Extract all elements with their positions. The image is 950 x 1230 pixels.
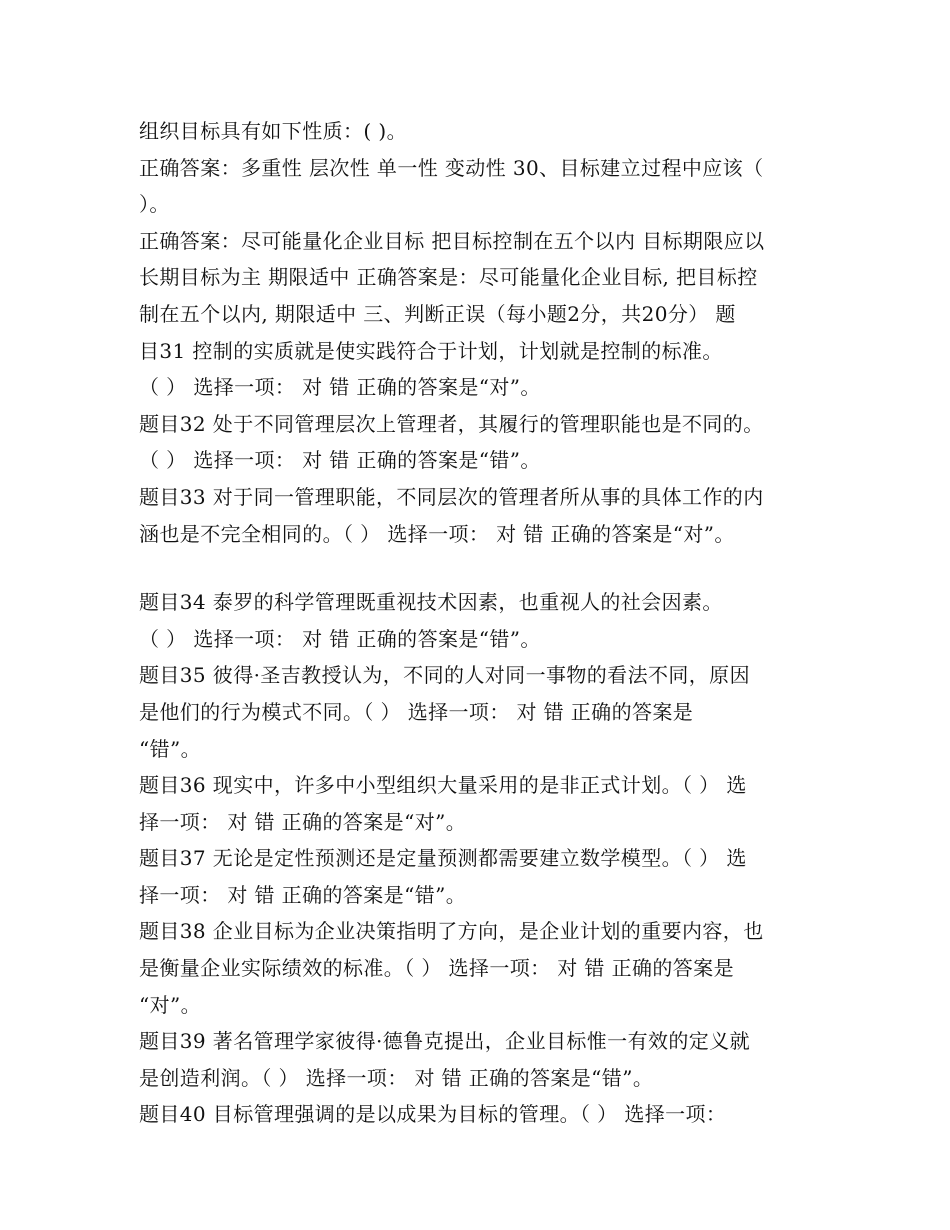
text-line: 涵也是不完全相同的。（ ） 选择一项： 对 错 正确的答案是“对”。 — [139, 521, 735, 546]
text-line: 题目32 处于不同管理层次上管理者，其履行的管理职能也是不同的。 — [139, 411, 764, 436]
text-line: 组织目标具有如下性质：( )。 — [139, 119, 407, 143]
text-line: 题目35 彼得·圣吉教授认为，不同的人对同一事物的看法不同，原因 — [139, 663, 750, 688]
text-line: （ ） 选择一项： 对 错 正确的答案是“错”。 — [139, 448, 541, 473]
text-line: 是衡量企业实际绩效的标准。（ ） 选择一项： 对 错 正确的答案是 — [139, 956, 734, 981]
text-line: 是创造利润。（ ） 选择一项： 对 错 正确的答案是“错”。 — [139, 1065, 654, 1090]
text-line: 题目39 著名管理学家彼得·德鲁克提出，企业目标惟一有效的定义就 — [139, 1029, 750, 1054]
text-line: 题目34 泰罗的科学管理既重视技术因素，也重视人的社会因素。 — [139, 590, 723, 615]
text-line: “对”。 — [139, 992, 202, 1017]
text-line: 题目38 企业目标为企业决策指明了方向，是企业计划的重要内容，也 — [139, 919, 764, 944]
text-line: 题目40 目标管理强调的是以成果为目标的管理。（ ） 选择一项： — [139, 1102, 727, 1127]
text-line: 题目37 无论是定性预测还是定量预测都需要建立数学模型。（ ） 选 — [139, 846, 747, 871]
text-line: 制在五个以内, 期限适中 三、判断正误（每小题2分，共20分） 题 — [139, 301, 736, 326]
text-line: 目31 控制的实质就是使实践符合于计划，计划就是控制的标准。 — [139, 338, 723, 363]
text-line: （ ） 选择一项： 对 错 正确的答案是“错”。 — [139, 626, 541, 651]
text-line: “错”。 — [139, 736, 202, 761]
text-line: 择一项： 对 错 正确的答案是“对”。 — [139, 809, 467, 834]
text-line: 择一项： 对 错 正确的答案是“错”。 — [139, 882, 467, 907]
text-line: 正确答案：尽可能量化企业目标 把目标控制在五个以内 目标期限应以 — [139, 228, 765, 253]
text-line: 是他们的行为模式不同。（ ） 选择一项： 对 错 正确的答案是 — [139, 699, 694, 724]
text-line: 题目36 现实中，许多中小型组织大量采用的是非正式计划。（ ） 选 — [139, 773, 747, 798]
text-line: 题目33 对于同一管理职能，不同层次的管理者所从事的具体工作的内 — [139, 484, 764, 509]
text-line: 正确答案：多重性 层次性 单一性 变动性 30、目标建立过程中应该（ — [139, 155, 764, 180]
text-line: ）。 — [139, 192, 170, 217]
document-body — [139, 113, 819, 1133]
text-line: 长期目标为主 期限适中 正确答案是：尽可能量化企业目标, 把目标控 — [139, 265, 758, 290]
text-line: （ ） 选择一项： 对 错 正确的答案是“对”。 — [139, 375, 541, 400]
